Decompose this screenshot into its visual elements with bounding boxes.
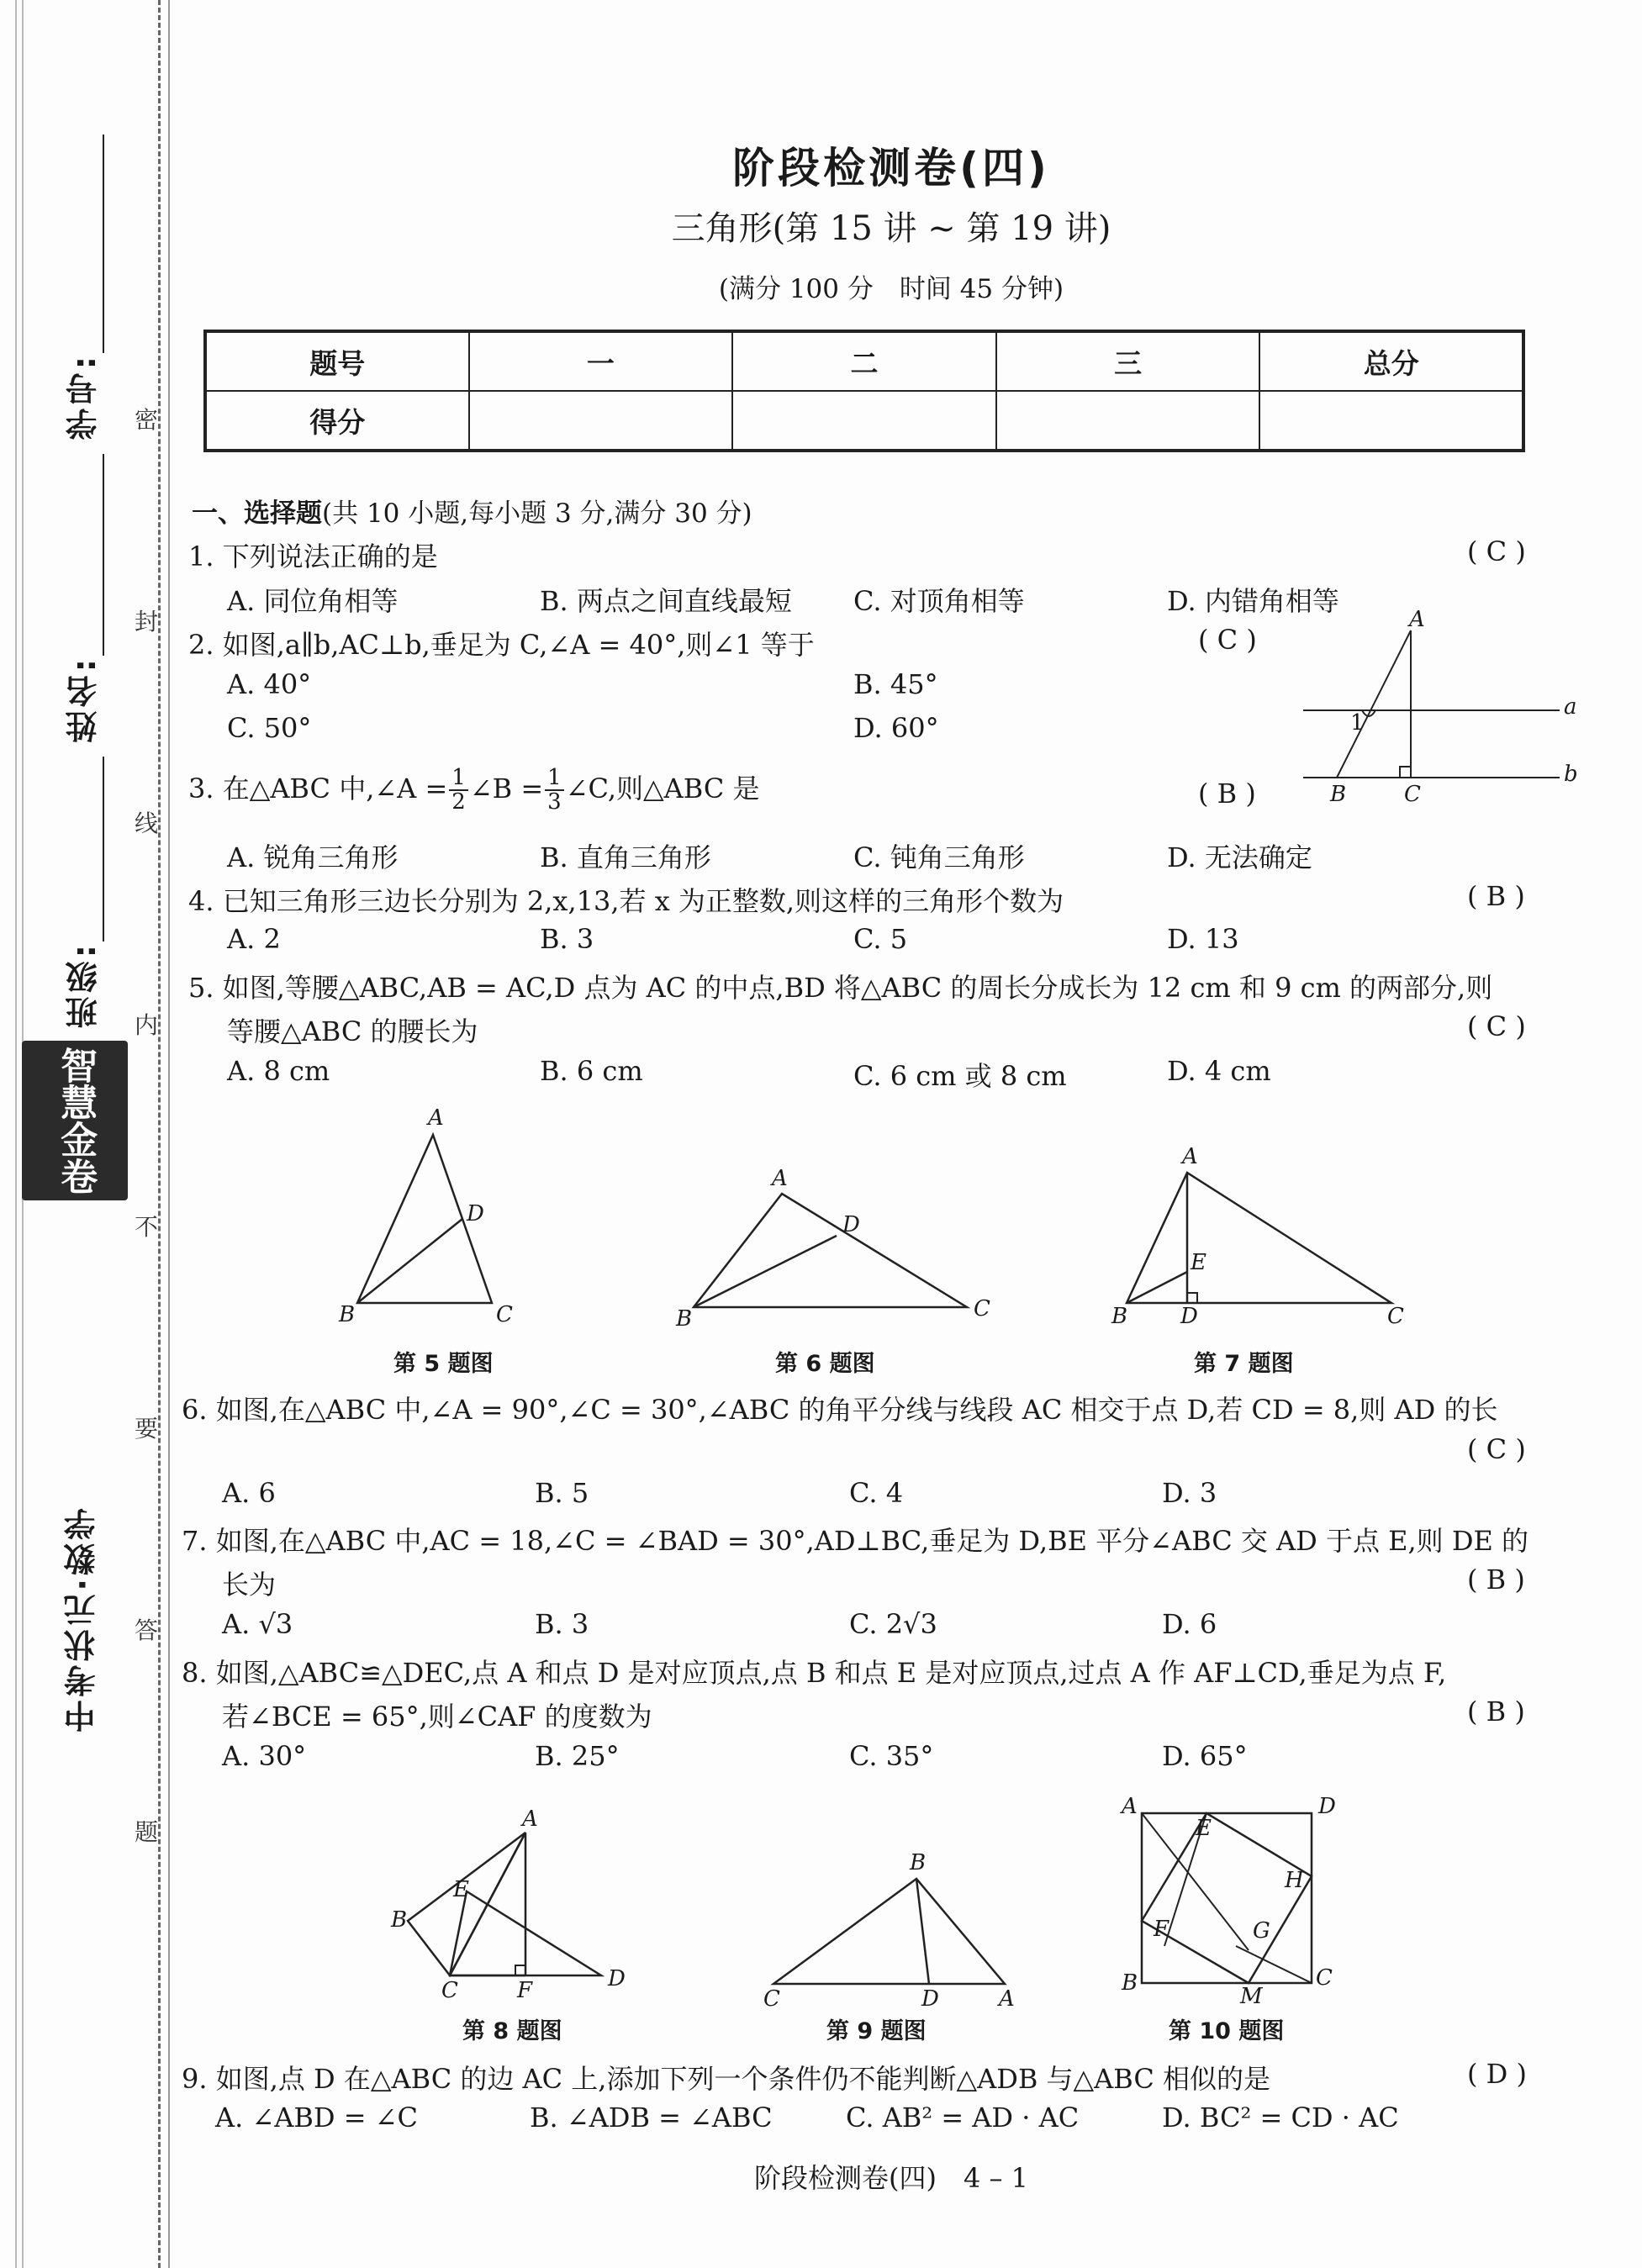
label-c-point: C — [496, 1302, 513, 1327]
figure-q5 — [324, 1105, 542, 1327]
question-stem-cont: 若∠BCE = 65°,则∠CAF 的度数为 — [222, 1701, 652, 1733]
option: A. 锐角三角形 — [227, 841, 399, 873]
score-cell[interactable] — [732, 391, 996, 451]
label-line-a: a — [1564, 694, 1577, 720]
question-stem: 8. 如图,△ABC≌△DEC,点 A 和点 D 是对应顶点,点 B 和点 E 是对应顶点,过点 A 作 AF⊥CD,垂足为点 F, — [182, 1657, 1447, 1689]
label-e-point: E — [1191, 1250, 1206, 1275]
label-d-point: D — [1180, 1304, 1198, 1329]
label-b-point: B — [339, 1302, 356, 1327]
square-abcd — [1142, 1813, 1312, 1983]
option: B. 6 cm — [540, 1055, 643, 1087]
fraction — [545, 767, 564, 815]
figure-caption: 第 8 题图 — [462, 2018, 562, 2044]
option: B. 5 — [535, 1477, 589, 1509]
seal-char: 密 — [135, 406, 159, 434]
label-b-point: B — [676, 1306, 693, 1332]
score-cell[interactable] — [1259, 391, 1523, 451]
option: D. 6 — [1162, 1608, 1217, 1640]
answer-bracket: ( C ) — [1467, 535, 1526, 567]
question-stem: 6. 如图,在△ABC 中,∠A = 90°,∠C = 30°,∠ABC 的角平分线与线段 AC 相交于点 D,若 CD = 8,则 AD 的长 — [182, 1394, 1498, 1426]
label-d-point: D — [842, 1212, 860, 1237]
question-stem: 1. 下列说法正确的是 — [188, 541, 438, 572]
label-f-point: F — [1154, 1917, 1169, 1942]
label-c-point: C — [974, 1296, 990, 1321]
label-m-point: M — [1240, 1984, 1263, 2009]
label-a-point: A — [1122, 1794, 1138, 1819]
stem-part: ∠C,则△ABC 是 — [565, 772, 760, 804]
label-a-point: A — [428, 1105, 444, 1131]
seal-char: 不 — [135, 1213, 159, 1241]
label-c-point: C — [441, 1978, 458, 2003]
label-h-point: H — [1285, 1868, 1304, 1893]
option: A. 6 — [222, 1477, 276, 1509]
label-e-point: E — [1196, 1816, 1212, 1841]
option: D. BC² = CD · AC — [1162, 2102, 1399, 2134]
label-b-point: B — [1111, 1304, 1128, 1329]
section-title: 一、选择题 — [192, 498, 322, 529]
seal-char: 封 — [135, 608, 159, 636]
right-angle-mark — [1400, 767, 1411, 778]
option: D. 内错角相等 — [1167, 585, 1339, 617]
figure-caption: 第 9 题图 — [826, 2018, 927, 2044]
label-b-point: B — [391, 1907, 408, 1933]
score-header-cell: 一 — [469, 331, 733, 391]
question-stem-cont: 长为 — [222, 1569, 277, 1601]
label-angle1: 1 — [1350, 710, 1365, 736]
option: D. 60° — [853, 712, 939, 744]
seal-char: 线 — [135, 810, 159, 837]
option: D. 4 cm — [1167, 1055, 1271, 1087]
score-header-cell: 总分 — [1259, 331, 1523, 391]
option: D. 无法确定 — [1167, 841, 1312, 873]
seal-char: 题 — [135, 1818, 159, 1846]
option: A. 40° — [227, 668, 312, 700]
option: C. 2√3 — [849, 1608, 937, 1640]
answer-bracket: ( B ) — [1467, 1564, 1525, 1596]
series-title: 中考状元·数学 — [64, 1505, 101, 1733]
figure-q7 — [1101, 1143, 1421, 1329]
option: A. 同位角相等 — [227, 585, 399, 617]
figure-caption: 第 5 题图 — [393, 1351, 494, 1377]
right-angle-mark — [1187, 1293, 1197, 1303]
label-d-point: D — [1318, 1794, 1336, 1819]
label-c-point: C — [1387, 1304, 1404, 1329]
label-c-point: C — [763, 1986, 780, 2012]
triangle-abc — [408, 1833, 525, 1975]
label-d-point: D — [467, 1201, 484, 1226]
question-stem: 5. 如图,等腰△ABC,AB = AC,D 点为 AC 的中点,BD 将△ABC 的周长分成长为 12 cm 和 9 cm 的两部分,则 — [188, 972, 1493, 1004]
fraction-num: 1 — [545, 767, 564, 791]
exam-content — [177, 0, 1606, 2268]
option: A. ∠ABD = ∠C — [215, 2102, 418, 2134]
score-header-cell: 题号 — [205, 331, 469, 391]
right-angle-mark — [515, 1965, 525, 1975]
label-b-point: B — [1330, 782, 1347, 807]
segment-bd — [694, 1236, 837, 1307]
triangle-abc — [773, 1879, 1005, 1984]
option: C. 钝角三角形 — [853, 841, 1025, 873]
option: C. 35° — [849, 1740, 934, 1772]
student-id-blank[interactable] — [103, 134, 104, 353]
label-c-point: C — [1316, 1965, 1333, 1991]
fraction-den: 2 — [451, 789, 466, 815]
answer-bracket: ( B ) — [1467, 880, 1525, 912]
label-g-point: G — [1253, 1918, 1270, 1944]
exam-meta: (满分 100 分 时间 45 分钟) — [718, 274, 1064, 304]
label-a-point: A — [1182, 1144, 1198, 1169]
seal-char: 答 — [135, 1617, 159, 1644]
question-stem: 2. 如图,a∥b,AC⊥b,垂足为 C,∠A = 40°,则∠1 等于 — [188, 629, 815, 661]
segment-ac — [450, 1833, 525, 1975]
option: C. 6 cm 或 8 cm — [853, 1060, 1067, 1092]
score-cell[interactable] — [996, 391, 1260, 451]
question-stem: 9. 如图,点 D 在△ABC 的边 AC 上,添加下列一个条件仍不能判断△ADB 与△ABC 相似的是 — [182, 2063, 1271, 2095]
binding-strip — [0, 0, 172, 2268]
answer-bracket: ( C ) — [1467, 1010, 1526, 1042]
option: C. 50° — [227, 712, 312, 744]
option: D. 65° — [1162, 1740, 1248, 1772]
figure-caption: 第 6 题图 — [775, 1351, 875, 1377]
option: B. 3 — [540, 923, 594, 955]
score-row-label: 得分 — [205, 391, 469, 451]
fraction-den: 3 — [547, 789, 562, 815]
page-subtitle: 三角形(第 15 讲 ~ 第 19 讲) — [671, 209, 1111, 248]
option: B. ∠ADB = ∠ABC — [530, 2102, 773, 2134]
label-c-point: C — [1404, 782, 1421, 807]
label-d-point: D — [921, 1986, 939, 2012]
label-line-b: b — [1564, 762, 1578, 787]
section-heading — [192, 492, 752, 530]
segment-bd — [916, 1879, 929, 1984]
question-stem — [188, 767, 760, 815]
score-header-cell: 二 — [732, 331, 996, 391]
option: C. 对顶角相等 — [853, 585, 1025, 617]
figure-q8 — [383, 1807, 635, 2001]
label-a-point: A — [999, 1986, 1015, 2012]
inner-square — [1142, 1813, 1312, 1983]
option: A. 2 — [227, 923, 281, 955]
name-label: 姓名: — [66, 656, 103, 743]
page-footer: 阶段检测卷(四) 4 – 1 — [753, 2162, 1029, 2194]
option: C. AB² = AD · AC — [846, 2102, 1080, 2134]
answer-bracket: ( B ) — [1467, 1696, 1525, 1727]
score-header-row — [205, 331, 1523, 391]
segment-bd — [357, 1219, 462, 1303]
label-e-point: E — [453, 1877, 469, 1902]
figure-caption: 第 7 题图 — [1194, 1351, 1294, 1377]
rail-line — [168, 0, 170, 2268]
question-stem-cont: 等腰△ABC 的腰长为 — [227, 1015, 478, 1047]
segment-ab — [1337, 630, 1411, 778]
option: C. 5 — [853, 923, 908, 955]
seal-char: 内 — [135, 1011, 159, 1039]
class-blank[interactable] — [103, 757, 104, 941]
figure-caption: 第 10 题图 — [1169, 2018, 1285, 2044]
score-header-cell: 三 — [996, 331, 1260, 391]
label-b-point: B — [910, 1850, 927, 1875]
rail-line — [15, 0, 17, 2268]
section-note: (共 10 小题,每小题 3 分,满分 30 分) — [322, 498, 752, 529]
seal-dashed-line — [158, 0, 161, 2268]
page-title: 阶段检测卷(四) — [732, 144, 1050, 193]
score-table — [203, 330, 1525, 452]
segment-be — [1127, 1272, 1187, 1303]
option: B. 3 — [535, 1608, 589, 1640]
answer-bracket: ( D ) — [1467, 2058, 1527, 2090]
figure-q9 — [748, 1849, 1026, 2012]
option: B. 45° — [853, 668, 938, 700]
answer-bracket: ( B ) — [1198, 778, 1256, 810]
label-a-point: A — [522, 1806, 538, 1832]
label-a-point: A — [772, 1166, 788, 1191]
option: A. 30° — [222, 1740, 307, 1772]
segment-cg — [1236, 1946, 1312, 1983]
fraction — [449, 767, 468, 815]
option: B. 两点之间直线最短 — [540, 585, 792, 617]
triangle-abc — [694, 1194, 967, 1307]
class-label: 班级: — [66, 941, 103, 1029]
student-id-label: 学号: — [66, 353, 103, 440]
figure-q2 — [1303, 607, 1578, 807]
option: D. 13 — [1167, 923, 1239, 955]
label-f-point: F — [517, 1978, 533, 2003]
score-cell[interactable] — [469, 391, 733, 451]
fraction-num: 1 — [449, 767, 468, 791]
option: D. 3 — [1162, 1477, 1217, 1509]
option: A. √3 — [222, 1608, 293, 1640]
stem-part: 3. 在△ABC 中,∠A = — [188, 772, 448, 804]
option: C. 4 — [849, 1477, 904, 1509]
figure-q6 — [664, 1164, 990, 1332]
stem-part: ∠B = — [469, 772, 544, 804]
figure-q10 — [1118, 1795, 1337, 2009]
brand-logo: 智慧金卷 — [22, 1041, 128, 1200]
question-stem: 7. 如图,在△ABC 中,AC = 18,∠C = ∠BAD = 30°,AD⊥BC,垂足为 D,BE 平分∠ABC 交 AD 于点 E,则 DE 的 — [182, 1525, 1529, 1557]
option: B. 直角三角形 — [540, 841, 711, 873]
name-blank[interactable] — [103, 454, 104, 656]
answer-bracket: ( C ) — [1467, 1433, 1526, 1465]
label-a-point: A — [1409, 607, 1425, 632]
option: B. 25° — [535, 1740, 620, 1772]
label-d-point: D — [608, 1966, 626, 1991]
question-stem: 4. 已知三角形三边长分别为 2,x,13,若 x 为正整数,则这样的三角形个数为 — [188, 885, 1064, 917]
score-row — [205, 391, 1523, 451]
option: A. 8 cm — [227, 1055, 330, 1087]
label-b-point: B — [1122, 1970, 1138, 1996]
answer-bracket: ( C ) — [1198, 624, 1257, 656]
seal-char: 要 — [135, 1415, 159, 1443]
